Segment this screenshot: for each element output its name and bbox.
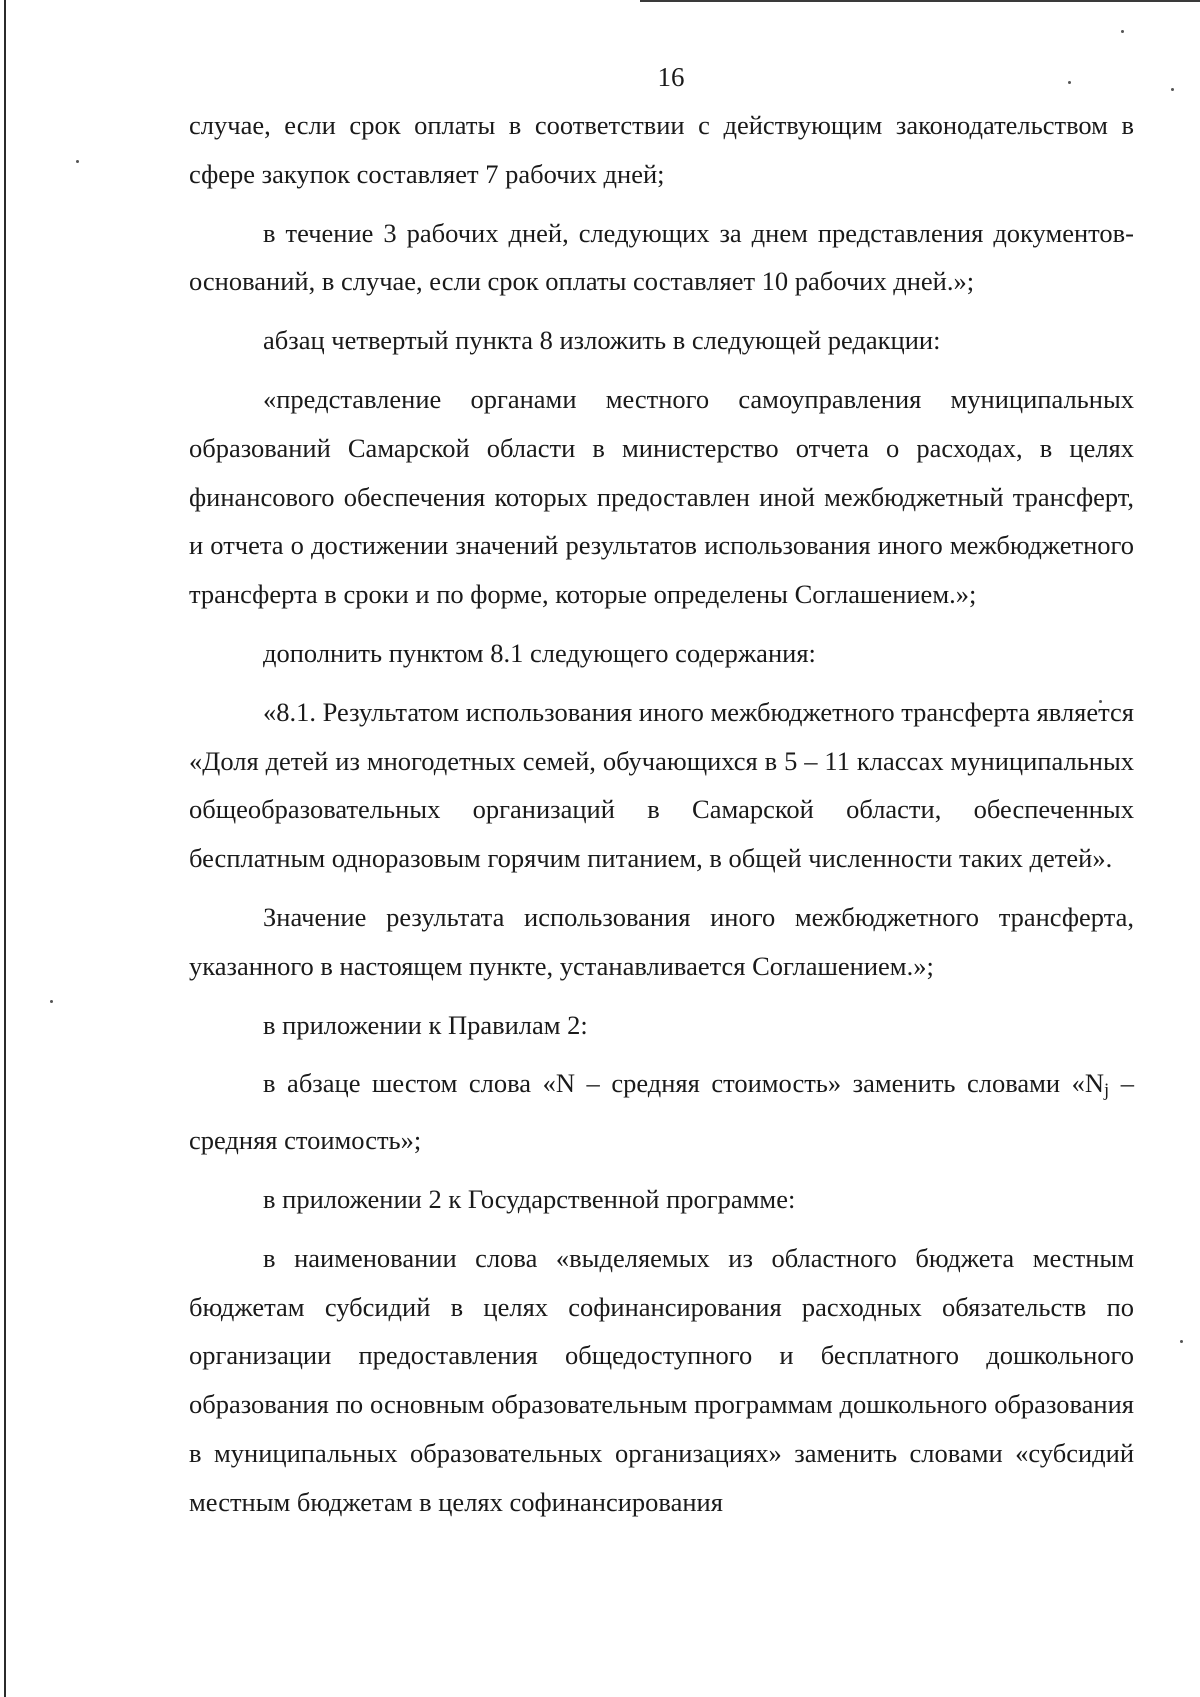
scan-speck bbox=[1121, 30, 1124, 33]
paragraph-8: в приложении к Правилам 2: bbox=[263, 1009, 588, 1040]
subscript-j: j bbox=[1104, 1080, 1110, 1102]
paragraph-5: дополнить пунктом 8.1 следующего содержания: bbox=[263, 637, 816, 668]
paragraph-9 bbox=[189, 1059, 1134, 1165]
scan-edge-top bbox=[640, 0, 1200, 2]
paragraph-10: в приложении 2 к Государственной программе: bbox=[263, 1183, 796, 1214]
paragraph-7: Значение результата использования иного межбюджетного трансферта, указанного в настоящем пункте, устанавливается Соглашением.»; bbox=[189, 901, 1134, 981]
paragraph-6: «8.1. Результатом использования иного межбюджетного трансферта является «Доля детей из многодетных семей, обучающихся в 5 – 11 классах муниципальных общеобразовательных организаций в Самарской области, обеспеченных бесплатным одноразовым горячим питанием, в общей численности таких детей». bbox=[189, 696, 1134, 874]
paragraph-3: абзац четвертый пункта 8 изложить в следующей редакции: bbox=[263, 325, 941, 356]
scan-speck bbox=[50, 1000, 53, 1003]
paragraph-4: «представление органами местного самоуправления муниципальных образований Самарской области в министерство отчета о расходах, в целях финансового обеспечения которых предоставлен иной межбюджетный трансферт, и отчета о достижении значений результатов использования иного межбюджетного трансферта в сроки и по форме, которые определены Соглашением.»; bbox=[189, 383, 1134, 610]
paragraph-1: случае, если срок оплаты в соответствии с действующим законодательством в сфере закупок составляет 7 рабочих дней; bbox=[189, 110, 1134, 189]
page-number: 16 bbox=[657, 62, 685, 92]
replacement-text-end: – средняя стоимость»; bbox=[189, 1068, 1134, 1156]
paragraph-2: в течение 3 рабочих дней, следующих за днем представления документов-оснований, в случае, если срок оплаты составляет 10 рабочих дней.»; bbox=[189, 217, 1134, 297]
replacement-text-start: в абзаце шестом слова «N – средняя стоимость» заменить словами «N bbox=[263, 1068, 1105, 1099]
scan-speck bbox=[76, 160, 79, 163]
document-body bbox=[189, 101, 1134, 1527]
scan-edge-left bbox=[4, 0, 6, 1697]
scan-speck bbox=[1180, 1340, 1183, 1343]
paragraph-11: в наименовании слова «выделяемых из областного бюджета местным бюджетам субсидий в целях софинансирования расходных обязательств по организации предоставления общедоступного и бесплатного дошкольного образования по основным образовательным программам дошкольного образования в муниципальных образовательных организациях» заменить словами «субсидий местным бюджетам в целях софинансирования bbox=[189, 1242, 1134, 1517]
